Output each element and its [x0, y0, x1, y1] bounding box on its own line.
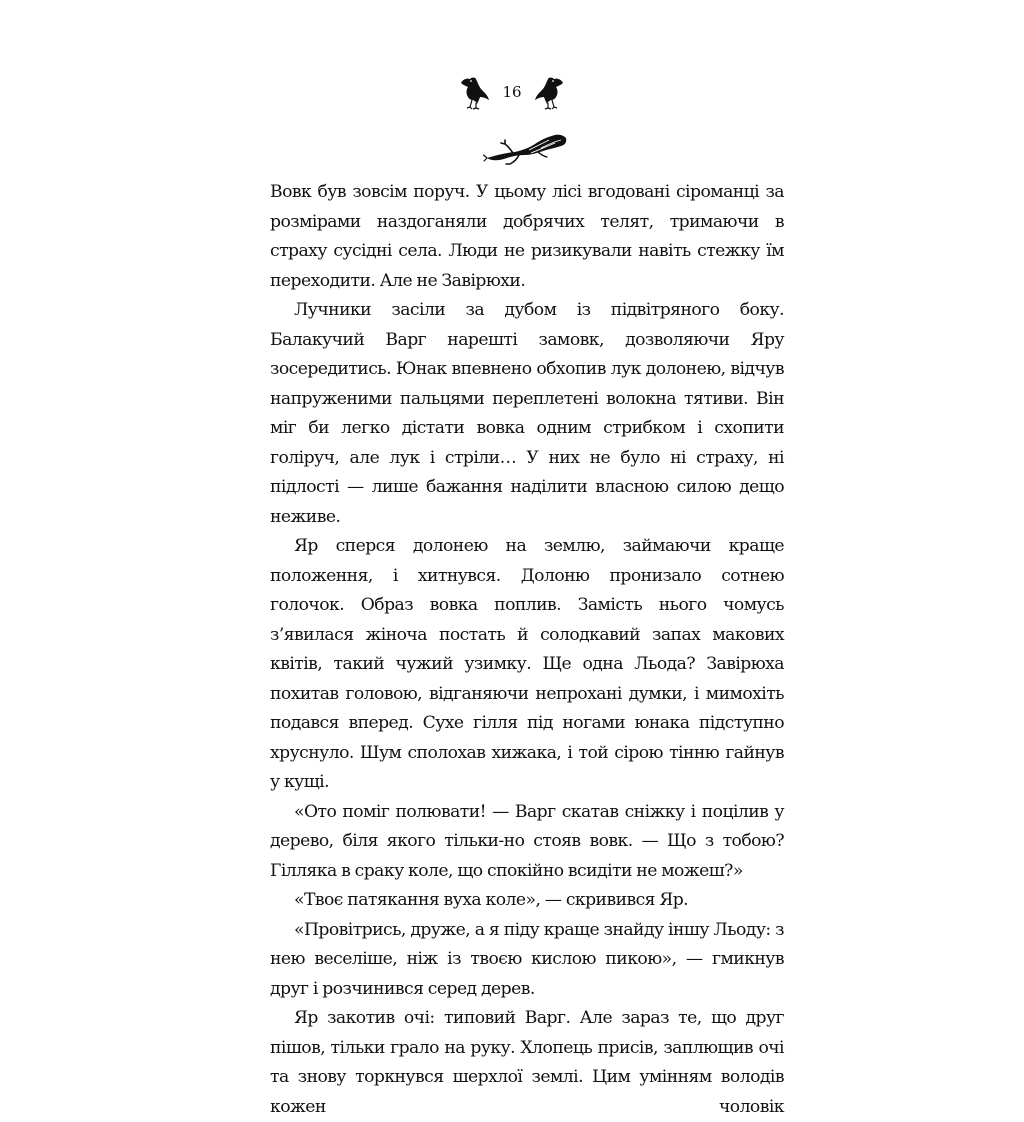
paragraph: «Провітрись, друже, а я піду краще знайду іншу Льоду: з нею веселіше, ніж із твоєю кислою пикою», — гмикнув друг і розчинився серед дерев. — [270, 919, 784, 999]
raven-icon — [532, 74, 566, 110]
paragraph: Лучники засіли за дубом із підвітряного боку. Балакучий Варг нарешті замовк, дозволяючи Яру зосередитись. Юнак впевнено обхопив лук долонею, відчув напруженими пальцями переплетені волокна тятиви. Він міг би легко дістати вовка одним стрибком і схопити голіруч, але лук і стріли… У них не було ні страху, ні підлості — лише бажання наділити власною силою дещо неживе. — [270, 300, 784, 527]
paragraph: Яр сперся долонею на землю, займаючи краще положення, і хитнувся. Долоню пронизало сотнею голочок. Образ вовка поплив. Замість нього чомусь з’явилася жіноча постать й солодкавий запах макових квітів, такий чужий узимку. Ще одна Льода? Завірюха похитав головою, відганяючи непрохані думки, і мимохіть подався вперед. Сухе гілля під ногами юнака підступно хруснуло. Шум сполохав хижака, і той сірою тінню гайнув у кущі. — [270, 536, 784, 792]
main-text — [270, 178, 784, 1122]
paragraph: «Твоє патякання вуха коле», — скривився Яр. — [294, 890, 689, 910]
page-header — [0, 72, 1024, 112]
paragraph: Яр закотив очі: типовий Варг. Але зараз те, що друг пішов, тільки грало на руку. Хлопець присів, заплющив очі та знову торкнувся шерхлої землі. Цим умінням володів кожен чоловік — [270, 1008, 784, 1117]
paragraph: «Ото поміг полювати! — Варг скатав сніжку і поцілив у дерево, біля якого тільки-но стояв вовк. — Що з тобою? Гілляка в сраку коле, що спокійно всидіти не можеш?» — [270, 801, 784, 881]
branch-icon — [483, 128, 569, 166]
paragraph: Вовк був зовсім поруч. У цьому лісі вгодовані сіроманці за розмірами наздоганяли добрячих телят, тримаючи в страху сусідні села. Люди не ризикували навіть стежку їм переходити. Але не Завірюхи. — [270, 182, 784, 291]
page-number: 16 — [502, 82, 522, 101]
raven-icon — [458, 74, 492, 110]
